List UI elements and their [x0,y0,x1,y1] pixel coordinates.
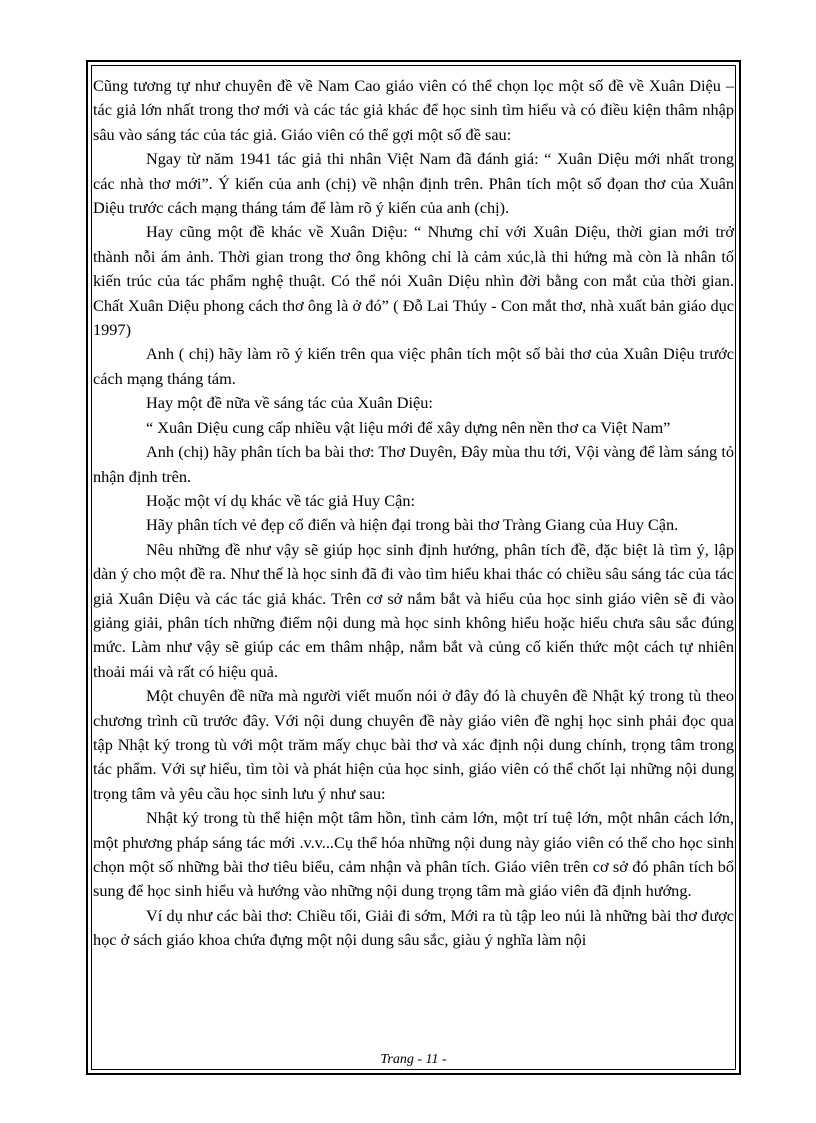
paragraph: Hay cũng một đề khác về Xuân Diệu: “ Nhưng chỉ với Xuân Diệu, thời gian mới trở thành nỗi ám ảnh. Thời gian trong thơ ông không chỉ là cảm xúc,là thi hứng mà còn là nhân tố kiến trúc của tác phẩm nghệ thuật. Có thể nói Xuân Diệu nhìn đời bằng con mắt của thời gian. Chất Xuân Diệu phong cách thơ ông là ở đó” ( Đỗ Lai Thúy - Con mắt thơ, nhà xuất bản giáo dục 1997) [93,222,734,340]
paragraph: Ngay từ năm 1941 tác giả thi nhân Việt Nam đã đánh giá: “ Xuân Diệu mới nhất trong các nhà thơ mới”. Ý kiến của anh (chị) về nhận định trên. Phân tích một số đọan thơ của Xuân Diệu trước cách mạng tháng tám để làm rõ ý kiến của anh (chị). [93,149,734,218]
paragraph: Hay một đề nữa về sáng tác của Xuân Diệu: [146,393,433,413]
paragraph: Một chuyên đề nữa mà người viết muốn nói ở đây đó là chuyên đề Nhật ký trong tù theo chương trình cũ trước đây. Với nội dung chuyên đề này giáo viên đề nghị học sinh phải đọc qua tập Nhật ký trong tù với một trăm mấy chục bài thơ và xác định nội dung chính, trọng tâm trong tác phẩm. Với sự hiểu, tìm tòi và phát hiện của học sinh, giáo viên có thể chốt lại những nội dung trọng tâm và yêu cầu học sinh lưu ý như sau: [93,686,734,803]
paragraph: Hoặc một ví dụ khác về tác giả Huy Cận: [146,490,416,510]
paragraph: Anh (chị) hãy phân tích ba bài thơ: Thơ Duyên, Đây mùa thu tới, Vội vàng để làm sáng tỏ nhận định trên. [93,442,734,486]
paragraph: Anh ( chị) hãy làm rõ ý kiến trên qua việc phân tích một số bài thơ của Xuân Diệu trước cách mạng tháng tám. [93,344,734,388]
paragraph: Nhật ký trong tù thể hiện một tâm hồn, tình cảm lớn, một trí tuệ lớn, một nhân cách lớn, một phương pháp sáng tác mới .v.v...Cụ thể hóa những nội dung này giáo viên có thể cho học sinh chọn một số những bài thơ tiêu biểu, cảm nhận và phân tích. Giáo viên trên cơ sở đó phân tích bổ sung để học sinh hiểu và hướng vào những nội dung trọng tâm mà giáo viên đã định hướng. [93,808,734,901]
page-number: Trang - 11 - [380,1052,447,1067]
paragraph: Nêu những đề như vậy sẽ giúp học sinh định hướng, phân tích đề, đặc biệt là tìm ý, lập dàn ý cho một đề ra. Như thế là học sinh đã đi vào tìm hiểu khai thác có chiều sâu sáng tác của tác giả Xuân Diệu và các tác giả khác. Trên cơ sở nắm bắt và hiểu của học sinh giáo viên sẽ đi vào giảng giải, phân tích những điểm nội dung mà học sinh không hiểu hoặc hiểu chưa sâu sắc đúng mức. Làm như vậy sẽ giúp các em thâm nhập, nắm bắt và củng cố kiến thức một cách tự nhiên thoải mái và rất có hiệu quả. [93,539,734,681]
paragraph: Ví dụ như các bài thơ: Chiều tối, Giải đi sớm, Mới ra tù tập leo núi là những bài thơ được học ở sách giáo khoa chứa đựng một nội dung sâu sắc, giàu ý nghĩa làm nội [93,905,734,950]
paragraph: Hãy phân tích vẻ đẹp cổ điển và hiện đại trong bài thơ Tràng Giang của Huy Cận. [146,515,679,535]
document-body [93,74,734,953]
paragraph: Cũng tương tự như chuyên đề về Nam Cao giáo viên có thể chọn lọc một số đề về Xuân Diệu – tác giả lớn nhất trong thơ mới và các tác giả khác để học sinh tìm hiểu và có điều kiện thâm nhập sâu vào sáng tác của tác giả. Giáo viên có thể gợi một số đề sau: [93,76,734,144]
paragraph: “ Xuân Diệu cung cấp nhiều vật liệu mới để xây dựng nên nền thơ ca Việt Nam” [146,417,671,437]
